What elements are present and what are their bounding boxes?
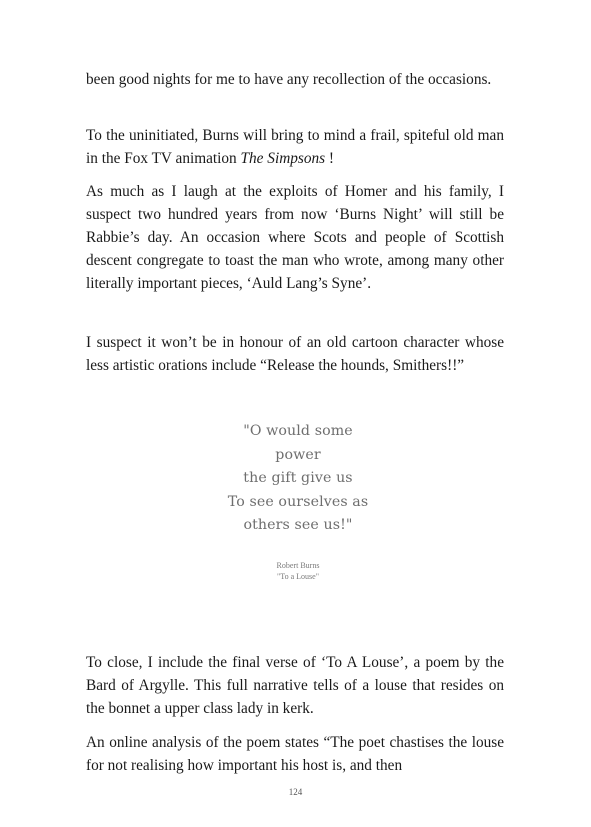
paragraph-1: been good nights for me to have any recollection of the occasions. xyxy=(86,71,492,88)
page-number: 124 xyxy=(288,787,303,797)
quote-attribution xyxy=(210,560,386,582)
quote-line-1: "O would some xyxy=(243,423,353,439)
paragraph-6: An online analysis of the poem states “The poet chastises the louse for not realising how important his host is, and then xyxy=(86,734,504,774)
paragraph-2-text-before: To the uninitiated, Burns will bring to mind a frail, spiteful old man in the Fox TV animation xyxy=(86,127,504,167)
paragraph-3: As much as I laugh at the exploits of Homer and his family, I suspect two hundred years from now ‘Burns Night’ will still be Rabbie’s day. An occasion where Scots and people of Scottish descent congregate to toast the man who wrote, among many other literally important pieces, ‘Auld Lang’s Syne’. xyxy=(86,183,504,292)
quote-image xyxy=(210,420,386,610)
paragraph-5: To close, I include the final verse of ‘To A Louse’, a poem by the Bard of Argylle. This full narrative tells of a louse that resides on the bonnet a upper class lady in kerk. xyxy=(86,654,504,717)
quote-source: "To a Louse" xyxy=(277,571,319,581)
quote-author: Robert Burns xyxy=(276,560,320,570)
quote-line-5: others see us!" xyxy=(243,517,353,533)
show-title: The Simpsons xyxy=(240,150,326,167)
quote-line-2: power xyxy=(275,446,321,463)
paragraph-4: I suspect it won’t be in honour of an old cartoon character whose less artistic orations include “Release the hounds, Smithers!!” xyxy=(86,334,504,374)
paragraph-2-text-after: ! xyxy=(325,150,335,167)
quote-line-3: the gift give us xyxy=(243,470,353,486)
quote-line-4: To see ourselves as xyxy=(227,493,369,510)
paragraph-2 xyxy=(86,124,504,170)
